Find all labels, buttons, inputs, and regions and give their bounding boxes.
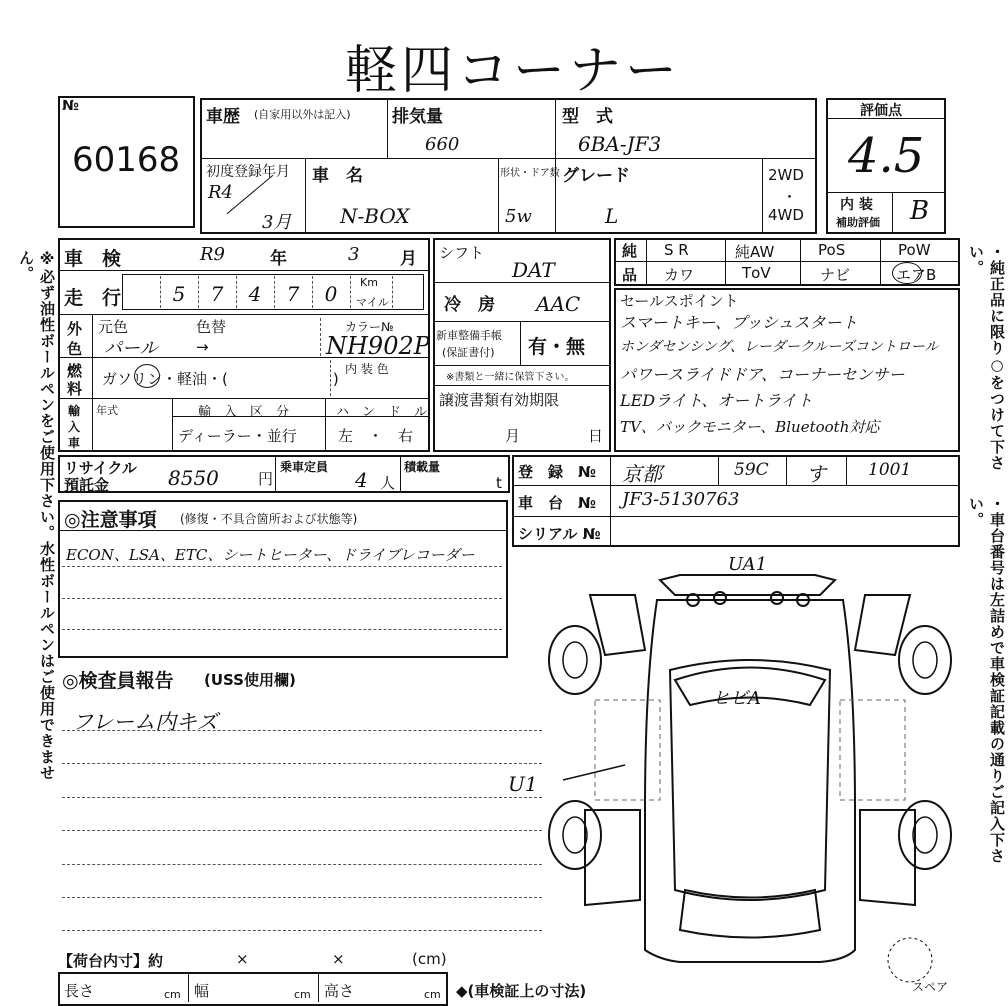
- registration-kana: す: [806, 462, 826, 486]
- mileage-digit-2: 7: [210, 282, 224, 306]
- drive-dot: ・: [782, 188, 798, 206]
- equip-aw: 純AW: [735, 243, 775, 261]
- import-kubun-value: ディーラー・並行: [178, 427, 297, 445]
- import-kubun-label: 輸 入 区 分: [198, 405, 290, 420]
- color-label-1: 外: [67, 320, 83, 338]
- serial-label: シリアル №: [518, 525, 601, 543]
- cargo-height-cm: cm: [424, 988, 441, 1001]
- manual-note: ※書類と一緒に保管下さい。: [446, 372, 575, 383]
- shift-label: シフト: [439, 244, 485, 262]
- manual-label-2: (保証書付): [442, 346, 495, 359]
- recycle-value: 8550: [168, 466, 219, 490]
- car-diagram: [545, 560, 965, 980]
- capacity-value: 4: [355, 468, 368, 492]
- cargo-note: ◆(車検証上の寸法): [456, 982, 587, 1000]
- shaken-month-unit: 月: [400, 249, 417, 269]
- doors-value: 5w: [505, 206, 532, 227]
- recycle-unit: 円: [258, 470, 274, 488]
- registration-number: 1001: [868, 460, 912, 480]
- import-label-2: 入: [68, 420, 81, 434]
- history-note: (自家用以外は記入): [254, 108, 351, 121]
- sales-point-5: TV、バックモニター、Bluetooth対応: [620, 418, 880, 436]
- lot-number: 60168: [72, 140, 181, 180]
- inspector-sub: (USS使用欄): [204, 671, 296, 689]
- cargo-x1: ×: [236, 950, 249, 968]
- interior-label-2: 補助評価: [836, 216, 880, 229]
- drive-4wd: 4WD: [768, 206, 804, 224]
- registration-place: 京都: [622, 462, 662, 486]
- chassis-label: 車 台 №: [518, 494, 597, 512]
- cargo-width-label: 幅: [194, 982, 210, 1000]
- import-label-3: 車: [68, 436, 81, 450]
- equip-tv: TоV: [742, 264, 771, 282]
- side-note-right-2: ・車台番号は左詰めで車検証記載の通りご記入下さい。: [967, 496, 1006, 864]
- mileage-digit-3: 4: [248, 282, 262, 306]
- aircon-value: AAC: [536, 292, 581, 316]
- roof-mark: UA1: [728, 554, 768, 575]
- interior-label-1: 内 装: [840, 197, 873, 213]
- inspector-text: フレーム内キズ: [72, 710, 218, 734]
- cargo-height-label: 高さ: [324, 982, 355, 1000]
- fuel-label-2: 料: [67, 380, 83, 398]
- grade-value: L: [605, 204, 619, 228]
- model-label: 型 式: [562, 107, 613, 127]
- spare-label: スペア: [912, 980, 949, 994]
- color-no-value: NH902P: [326, 332, 430, 360]
- page-title: 軽四コーナー: [345, 41, 682, 101]
- inspector-label: ◎検査員報告: [62, 670, 174, 692]
- fuel-options: ガソリン・軽油・( ): [102, 370, 339, 388]
- cargo-length-label: 長さ: [64, 982, 95, 1000]
- cargo-unit: (cm): [412, 950, 447, 968]
- mileage-label: 走 行: [64, 287, 122, 309]
- airbag-circle: [892, 262, 922, 284]
- capacity-label: 乗車定員: [280, 460, 329, 474]
- score-label: 評価点: [860, 103, 902, 119]
- color-label-2: 色: [67, 340, 83, 358]
- sales-point-1: スマートキー、プッシュスタート: [620, 313, 858, 332]
- cargo-x2: ×: [332, 950, 345, 968]
- shaken-month: 3: [348, 244, 360, 265]
- color-arrow: →: [196, 338, 209, 356]
- sales-points-label: セールスポイント: [620, 292, 739, 310]
- drive-2wd: 2WD: [768, 166, 804, 184]
- history-label: 車歴: [206, 107, 240, 127]
- registration-class: 59C: [734, 460, 769, 480]
- cargo-label: 【荷台内寸】約: [58, 952, 164, 970]
- transfer-label: 譲渡書類有効期限: [439, 391, 560, 409]
- shaken-era: R9: [200, 244, 226, 265]
- equip-airbag: エアB: [896, 266, 937, 284]
- first-reg-label: 初度登録年月: [206, 164, 290, 180]
- sales-point-3: パワースライドドア、コーナーセンサー: [620, 365, 905, 384]
- displacement-value: 660: [425, 134, 460, 155]
- fuel-circle: [134, 364, 160, 388]
- score-value: 4.5: [848, 128, 925, 184]
- car-name-label: 車 名: [312, 166, 363, 186]
- color-orig-label: 元色: [98, 318, 129, 336]
- sales-point-4: LEDライト、オートライト: [620, 391, 813, 410]
- chassis-value: JF3-5130763: [622, 489, 740, 510]
- interior-score-value: B: [910, 196, 930, 226]
- first-reg-month: 3月: [262, 212, 292, 233]
- notes-sub: (修復・不具合箇所および状態等): [180, 512, 358, 526]
- manual-label-1: 新車整備手帳: [436, 329, 502, 342]
- aircon-label: 冷 房: [444, 295, 495, 315]
- cargo-dims-box: [58, 972, 448, 1006]
- grade-label: グレード: [562, 166, 630, 186]
- equip-sr: S R: [664, 241, 689, 259]
- sales-point-2: ホンダセンシング、レーダークルーズコントロール: [620, 339, 939, 355]
- capacity-unit: 人: [380, 474, 396, 492]
- equip-pos: PoS: [818, 241, 846, 259]
- shaken-label: 車 検: [64, 248, 122, 270]
- cargo-length-cm: cm: [164, 988, 181, 1001]
- load-label: 積載量: [404, 460, 441, 474]
- handle-label: ハ ン ド ル: [336, 405, 428, 420]
- import-year-label: 年式: [96, 404, 118, 417]
- equip-pow: PoW: [898, 241, 931, 259]
- interior-color-label: 内 装 色: [345, 362, 389, 376]
- equip-navi: ナビ: [820, 266, 851, 284]
- recycle-label-1: リサイクル: [64, 459, 137, 477]
- doors-label: 形状・ドア数: [500, 168, 560, 179]
- side-note-right-1: ・純正品に限り○をつけて下さい。: [967, 244, 1006, 471]
- transfer-month: 月: [505, 427, 521, 445]
- lot-mark: №: [62, 98, 79, 114]
- mileage-unit-mile: マイル: [356, 296, 389, 309]
- model-value: 6BA-JF3: [578, 132, 662, 156]
- mileage-unit-km: Km: [360, 276, 378, 289]
- mileage-digit-4: 7: [286, 282, 300, 306]
- color-orig-value: パール: [104, 338, 158, 359]
- fuel-label-1: 燃: [67, 362, 83, 380]
- load-unit: t: [496, 474, 502, 492]
- mileage-digit-1: 5: [172, 282, 186, 306]
- shift-value: DAT: [512, 258, 555, 282]
- equip-side-1: 純: [622, 242, 638, 260]
- manual-value: 有・無: [528, 336, 586, 358]
- car-name-value: N-BOX: [340, 204, 410, 228]
- notes-label: ◎注意事項: [64, 509, 157, 531]
- side-mark: U1: [508, 772, 538, 796]
- notes-text: ECON、LSA、ETC、シートヒーター、ドライブレコーダー: [66, 546, 475, 564]
- side-note-left: ※必ず油性ボールペンをご使用下さい。水性ボールペンはご使用できません。: [17, 250, 56, 781]
- color-change-label: 色替: [196, 318, 227, 336]
- cargo-width-cm: cm: [294, 988, 311, 1001]
- equip-side-3: 品: [622, 266, 638, 284]
- handle-value: 左 ・ 右: [338, 427, 414, 445]
- equip-leather: カワ: [664, 266, 695, 284]
- color-no-label: カラー№: [345, 320, 394, 334]
- transfer-day: 日: [588, 427, 604, 445]
- windshield-mark: ヒビA: [712, 688, 761, 709]
- registration-label: 登 録 №: [518, 463, 597, 481]
- mileage-digit-5: 0: [324, 282, 338, 306]
- import-label-1: 輸: [68, 404, 81, 418]
- displacement-label: 排気量: [392, 107, 443, 127]
- first-reg-year: R4: [208, 182, 234, 203]
- shaken-year-unit: 年: [270, 249, 287, 269]
- recycle-label-2: 預託金: [64, 476, 110, 494]
